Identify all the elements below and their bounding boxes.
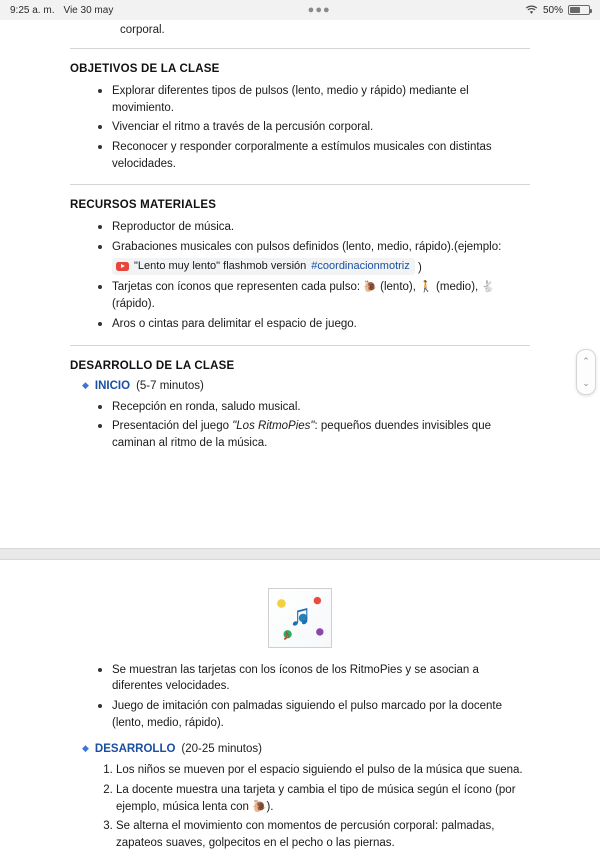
status-date: Vie 30 may bbox=[63, 4, 114, 16]
multitask-dots-icon[interactable]: ●●● bbox=[307, 4, 331, 16]
divider bbox=[70, 345, 530, 346]
image-block bbox=[70, 560, 530, 662]
walking-person-icon: 🚶 bbox=[419, 281, 433, 294]
list-item-with-link bbox=[98, 239, 530, 276]
subheading-inicio-duration: (5-7 minutos) bbox=[136, 379, 204, 392]
inicio-item2-pre: Presentación del juego bbox=[112, 420, 233, 433]
list-item bbox=[98, 418, 530, 451]
diamond-bullet-icon: ◆ bbox=[82, 743, 89, 754]
diamond-bullet-icon: ◆ bbox=[82, 379, 89, 390]
pulsos-text-mid2: (medio), bbox=[432, 281, 482, 294]
list-item: 3. Se alterna el movimiento con momentos de percusión corporal: palmadas, zapateos suaves, golpecitos en el pecho o las piernas. bbox=[116, 818, 530, 851]
list-item: Vivenciar el ritmo a través de la percusión corporal. bbox=[98, 119, 530, 136]
list-item-pulsos bbox=[98, 279, 530, 313]
list-item: Se muestran las tarjetas con los íconos de los RitmoPies y se asocian a diferentes velocidades. bbox=[98, 662, 530, 695]
document-page-1 bbox=[0, 24, 600, 548]
heading-recursos: RECURSOS MATERIALES bbox=[70, 199, 217, 212]
list-item: Aros o cintas para delimitar el espacio de juego. bbox=[98, 316, 530, 333]
music-illustration-image bbox=[268, 588, 332, 648]
desarrollo-numbered-list bbox=[70, 762, 530, 851]
inicio-item2-post: : pequeños duendes invisibles que caminan al ritmo de la música. bbox=[112, 420, 491, 449]
battery-percent-label: 50% bbox=[542, 4, 563, 16]
rabbit-icon: 🐇 bbox=[481, 281, 496, 294]
divider bbox=[70, 48, 530, 49]
youtube-icon bbox=[116, 262, 129, 271]
status-bar-right bbox=[525, 5, 590, 16]
battery-icon bbox=[568, 5, 590, 15]
scroll-stepper[interactable] bbox=[576, 349, 596, 395]
pulsos-text-mid1: (lento), bbox=[376, 281, 420, 294]
status-bar bbox=[0, 0, 600, 20]
recursos-item2-text: Grabaciones musicales con pulsos definidos (lento, medio, rápido).(ejemplo: bbox=[112, 241, 502, 254]
pulsos-text-end: (rápido). bbox=[112, 298, 155, 311]
youtube-link-chip[interactable] bbox=[112, 258, 415, 275]
heading-desarrollo-clase: DESARROLLO DE LA CLASE bbox=[70, 359, 235, 372]
inicio-item2-emphasis: "Los RitmoPies" bbox=[232, 420, 315, 433]
status-time: 9:25 a. m. bbox=[10, 4, 55, 16]
wifi-icon bbox=[525, 5, 538, 15]
status-bar-center bbox=[113, 6, 525, 14]
recursos-list bbox=[70, 219, 530, 332]
list-item: 2. La docente muestra una tarjeta y cambia el tipo de música según el ícono (por ejemplo, música lenta con 🐌). bbox=[116, 782, 530, 815]
status-bar-left bbox=[10, 5, 113, 16]
document-viewer[interactable] bbox=[0, 24, 600, 852]
youtube-link-hashtag[interactable]: #coordinacionmotriz bbox=[311, 259, 410, 272]
scroll-down-icon[interactable]: ⌄ bbox=[582, 377, 590, 388]
list-item: Explorar diferentes tipos de pulsos (lento, medio y rápido) mediante el movimiento. bbox=[98, 83, 530, 116]
page-separator bbox=[0, 548, 600, 560]
list-item: 1. Los niños se mueven por el espacio siguiendo el pulso de la música que suena. bbox=[116, 762, 530, 779]
heading-objetivos: OBJETIVOS DE LA CLASE bbox=[70, 63, 220, 75]
fragment-line: corporal. bbox=[120, 24, 165, 36]
list-item: Juego de imitación con palmadas siguiendo el pulso marcado por la docente (lento, medio, rápido). bbox=[98, 698, 530, 731]
pulsos-text-pre: Tarjetas con íconos que representen cada pulso: bbox=[112, 281, 364, 294]
document-page-2 bbox=[0, 560, 600, 852]
objetivos-list bbox=[70, 83, 530, 172]
subheading-desarrollo-duration: (20-25 minutos) bbox=[181, 743, 262, 756]
youtube-link-title: "Lento muy lento" flashmob versión bbox=[134, 259, 307, 272]
list-item: Recepción en ronda, saludo musical. bbox=[98, 399, 530, 416]
inicio-list bbox=[70, 399, 530, 452]
recursos-item2-close: ) bbox=[417, 261, 422, 274]
subheading-desarrollo bbox=[70, 743, 530, 755]
list-item: Reconocer y responder corporalmente a estímulos musicales con distintas velocidades. bbox=[98, 139, 530, 172]
subheading-inicio-title: INICIO bbox=[94, 379, 131, 392]
scroll-up-icon[interactable]: ⌃ bbox=[582, 355, 590, 366]
divider bbox=[70, 184, 530, 185]
list-item: Reproductor de música. bbox=[98, 219, 530, 236]
page2-bullets-list bbox=[70, 662, 530, 732]
snail-icon: 🐌 bbox=[363, 281, 377, 294]
subheading-desarrollo-title: DESARROLLO bbox=[94, 743, 176, 756]
subheading-inicio bbox=[70, 380, 530, 392]
